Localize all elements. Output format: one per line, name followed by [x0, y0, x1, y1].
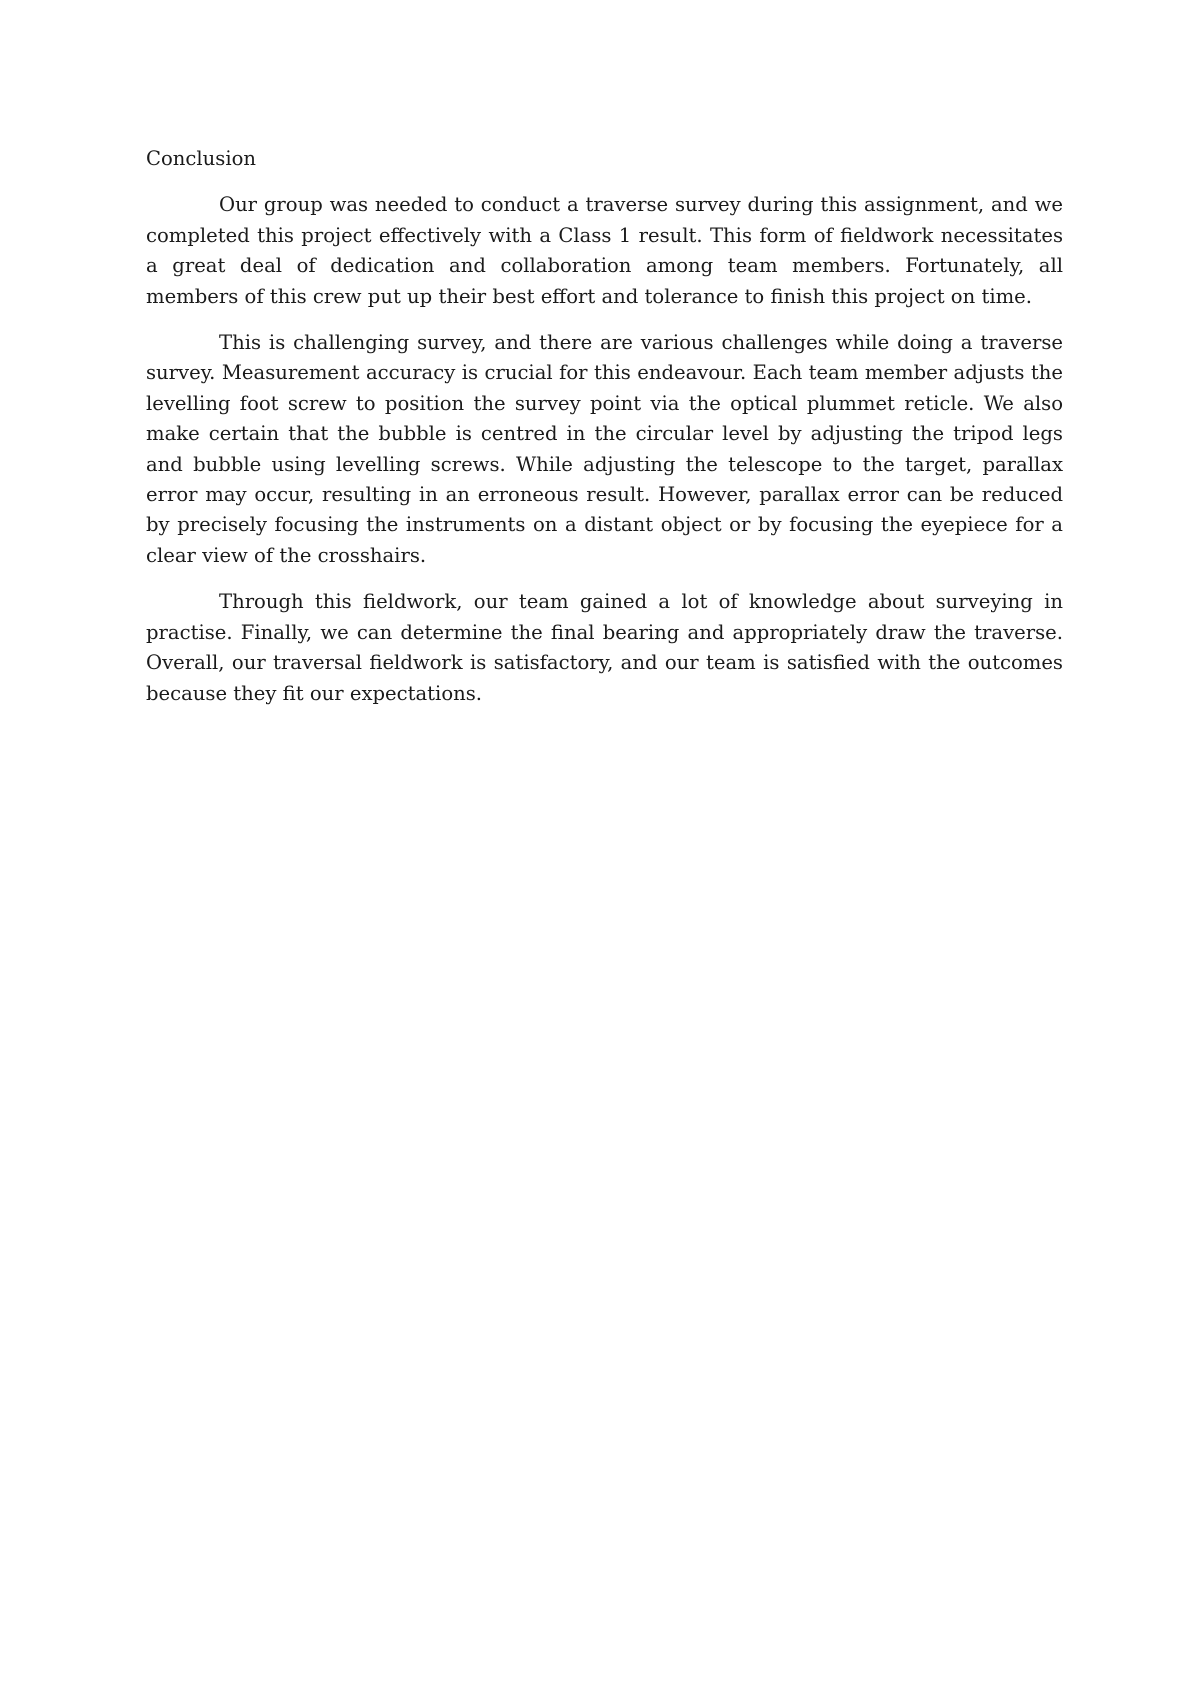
- paragraph-1: Our group was needed to conduct a traverse survey during this assignment, and we completed this project effectively with a Class 1 result. This form of fieldwork necessitates a great deal of dedication and collaboration among team members. Fortunately, all members of this crew put up their best effort and tolerance to finish this project on time.: [146, 193, 1063, 308]
- document-body: [146, 144, 1063, 725]
- paragraph-3: Through this fieldwork, our team gained a lot of knowledge about surveying in practise. Finally, we can determine the final bearing and appropriately draw the traverse. Overall, our traversal fieldwork is satisfactory, and our team is satisfied with the outcomes because they fit our expectations.: [146, 590, 1063, 705]
- section-heading: Conclusion: [146, 147, 257, 170]
- paragraph-2: This is challenging survey, and there are various challenges while doing a traverse survey. Measurement accuracy is crucial for this endeavour. Each team member adjusts the levelling foot screw to position the survey point via the optical plummet reticle. We also make certain that the bubble is centred in the circular level by adjusting the tripod legs and bubble using levelling screws. While adjusting the telescope to the target, parallax error may occur, resulting in an erroneous result. However, parallax error can be reduced by precisely focusing the instruments on a distant object or by focusing the eyepiece for a clear view of the crosshairs.: [146, 331, 1063, 567]
